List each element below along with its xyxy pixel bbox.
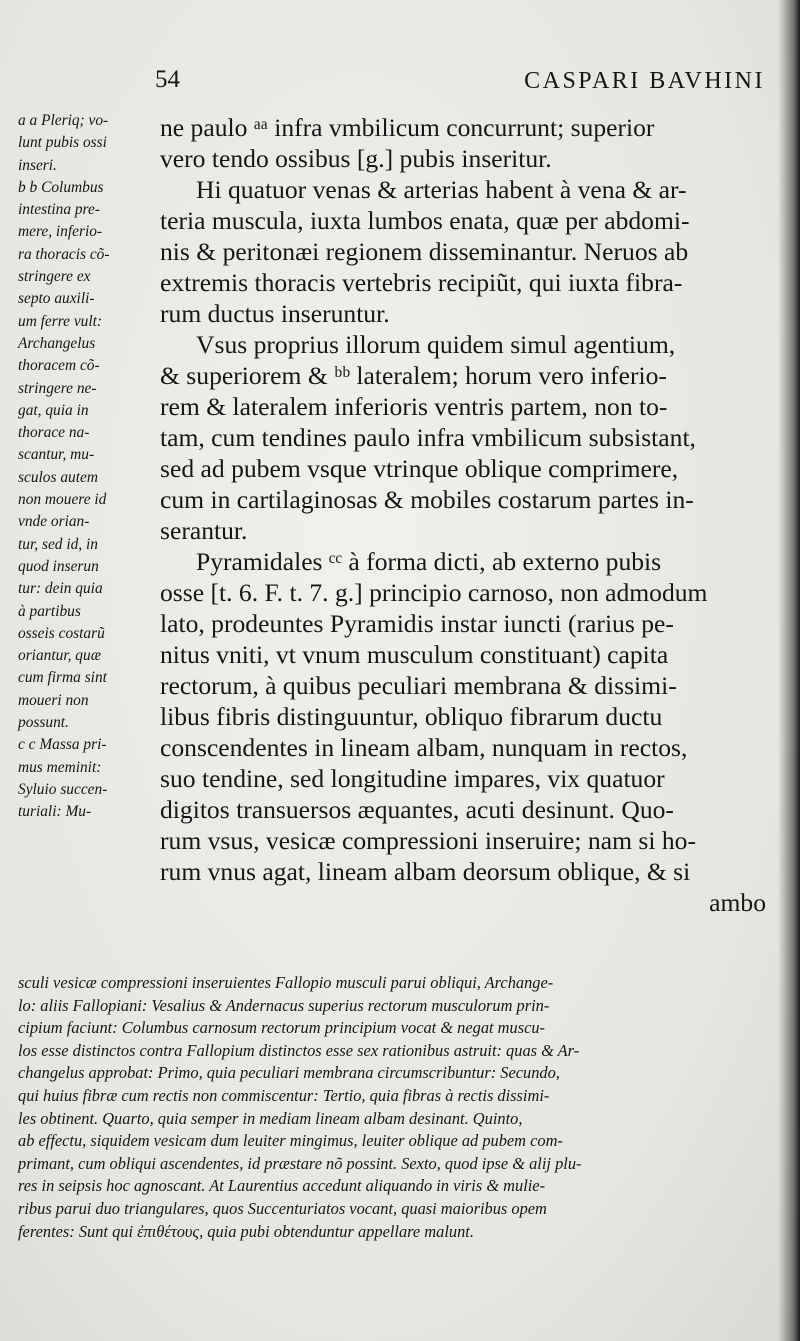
footnote-line: los esse distinctos contra Fallopium distinctos esse sex rationibus astruit: quas & Ar-	[18, 1040, 580, 1060]
footnote-line: ribus parui duo triangulares, quos Succenturiatos vocant, quasi maioribus opem	[18, 1198, 547, 1218]
text-line: rum vnus agat, lineam albam deorsum oblique, & si	[160, 857, 691, 886]
margin-note-line: Syluio succen-	[18, 780, 108, 798]
margin-note-line: tur, sed id, in	[18, 535, 98, 553]
text-line: extremis thoracis vertebris recipiũt, qui iuxta fibra-	[160, 268, 683, 297]
margin-note-line: stringere ne-	[18, 379, 97, 397]
text-line: & superiorem & ᵇᵇ lateralem; horum vero inferio-	[160, 361, 667, 390]
footnote-line: res in seipsis hoc agnoscant. At Laurentius accedunt aliquando in viris & mulie-	[18, 1176, 546, 1196]
margin-note-line: sculos autem	[18, 468, 98, 486]
margin-note-line: vnde orian-	[18, 513, 90, 531]
footnote-line: changelus approbat: Primo, quia peculiari membrana circumscribuntur: Secundo,	[18, 1063, 560, 1083]
text-line: cum in cartilaginosas & mobiles costarum partes in-	[160, 485, 694, 514]
text-line: conscendentes in lineam albam, nunquam in rectos,	[160, 733, 688, 762]
text-line: vero tendo ossibus [g.] pubis inseritur.	[160, 144, 552, 173]
footnote-line: ferentes: Sunt qui ἐπιθέτους, quia pubi obtenduntur appellare malunt.	[18, 1221, 474, 1241]
footnote-line: les obtinent. Quarto, quia semper in mediam lineam albam desinant. Quinto,	[18, 1108, 523, 1128]
margin-note-line: tur: dein quia	[18, 580, 103, 598]
footnote-line: sculi vesicæ compressioni inseruientes Fallopio musculi parui obliqui, Archange-	[18, 973, 554, 992]
margin-note-line: septo auxili-	[18, 290, 95, 308]
margin-note-line: possunt.	[18, 714, 69, 732]
text-line: Pyramidales ᶜᶜ à forma dicti, ab externo pubis	[196, 547, 662, 576]
footnote-block	[18, 972, 778, 1243]
margin-note-line: um ferre vult:	[18, 312, 103, 330]
text-line: Hi quatuor venas & arterias habent à vena & ar-	[196, 175, 687, 204]
text-line: suo tendine, sed longitudine impares, vix quatuor	[160, 764, 665, 793]
footnote-line: primant, cum obliqui ascendentes, id præstare nõ possint. Sexto, quod ipse & alij plu-	[18, 1153, 582, 1173]
text-line: sed ad pubem vsque vtrinque oblique comprimere,	[160, 454, 679, 483]
margin-note-line: quod inserun	[18, 557, 99, 575]
margin-note-line: oriantur, quæ	[18, 647, 101, 665]
margin-note-line: mus meminit:	[18, 758, 102, 776]
margin-note-line: stringere ex	[18, 268, 91, 286]
running-head: CASPARI BAVHINI	[524, 68, 765, 94]
text-line: digitos transuersos æquantes, acuti desinunt. Quo-	[160, 795, 674, 824]
page-number: 54	[155, 66, 180, 93]
footnote-line: cipium faciunt: Columbus carnosum rectorum principium vocat & negat muscu-	[18, 1018, 546, 1038]
text-line: ne paulo ᵃᵃ infra vmbilicum concurrunt; superior	[160, 113, 655, 142]
margin-note-line: thoracem cõ-	[18, 357, 100, 375]
margin-note-line: à partibus	[18, 602, 81, 620]
text-line: Vsus proprius illorum quidem simul agentium,	[196, 330, 676, 359]
text-line: tam, cum tendines paulo infra vmbilicum subsistant,	[160, 423, 696, 452]
footnote-line: ab effectu, siquidem vesicam dum leuiter mingimus, leuiter oblique ad pubem com-	[18, 1131, 563, 1151]
margin-note-line: inseri.	[18, 156, 57, 174]
margin-note-line: Archangelus	[18, 334, 96, 352]
text-line: serantur.	[160, 516, 248, 545]
margin-note-line: osseis costarũ	[18, 624, 105, 642]
text-line: libus fibris distinguuntur, obliquo fibrarum ductu	[160, 702, 663, 731]
margin-notes	[18, 110, 154, 824]
text-line: osse [t. 6. F. t. 7. g.] principio carnoso, non admodum	[160, 578, 708, 607]
margin-note-line: scantur, mu-	[18, 446, 95, 464]
text-line: lato, prodeuntes Pyramidis instar iuncti (rarius pe-	[160, 609, 674, 638]
margin-note-line: b b Columbus	[18, 178, 104, 196]
footnote-line: lo: aliis Fallopiani: Vesalius & Andernacus superius rectorum musculorum prin-	[18, 995, 550, 1015]
margin-note-line: turiali: Mu-	[18, 803, 92, 821]
margin-note-line: a a Pleriq; vo-	[18, 112, 109, 129]
margin-note-line: mere, inferio-	[18, 223, 103, 241]
footnote-line: qui huius fibræ cum rectis non commiscentur: Tertio, quia fibras à rectis dissimi-	[18, 1085, 550, 1105]
margin-note-line: c c Massa pri-	[18, 736, 107, 754]
margin-note-line: moueri non	[18, 691, 89, 709]
text-line: nis & peritonæi regionem disseminantur. Neruos ab	[160, 237, 689, 266]
margin-note-line: intestina pre-	[18, 201, 100, 219]
main-text-block	[160, 112, 770, 918]
margin-note-line: cum firma sint	[18, 669, 107, 687]
text-line: rum vsus, vesicæ compressioni inseruire; nam si ho-	[160, 826, 696, 855]
text-line: nitus vniti, vt vnum musculum constituant) capita	[160, 640, 669, 669]
text-line: rectorum, à quibus peculiari membrana & dissimi-	[160, 671, 677, 700]
page-header	[155, 66, 765, 98]
text-line: ambo	[709, 888, 766, 917]
text-line: teria muscula, iuxta lumbos enata, quæ per abdomi-	[160, 206, 690, 235]
margin-note-line: gat, quia in	[18, 401, 89, 419]
margin-note-line: non mouere id	[18, 491, 107, 509]
margin-note-line: ra thoracis cõ-	[18, 245, 110, 263]
page-edge-shadow	[778, 0, 800, 1341]
margin-note-line: lunt pubis ossi	[18, 134, 107, 152]
text-line: rum ductus inseruntur.	[160, 299, 390, 328]
margin-note-line: thorace na-	[18, 424, 90, 442]
text-line: rem & lateralem inferioris ventris partem, non to-	[160, 392, 668, 421]
